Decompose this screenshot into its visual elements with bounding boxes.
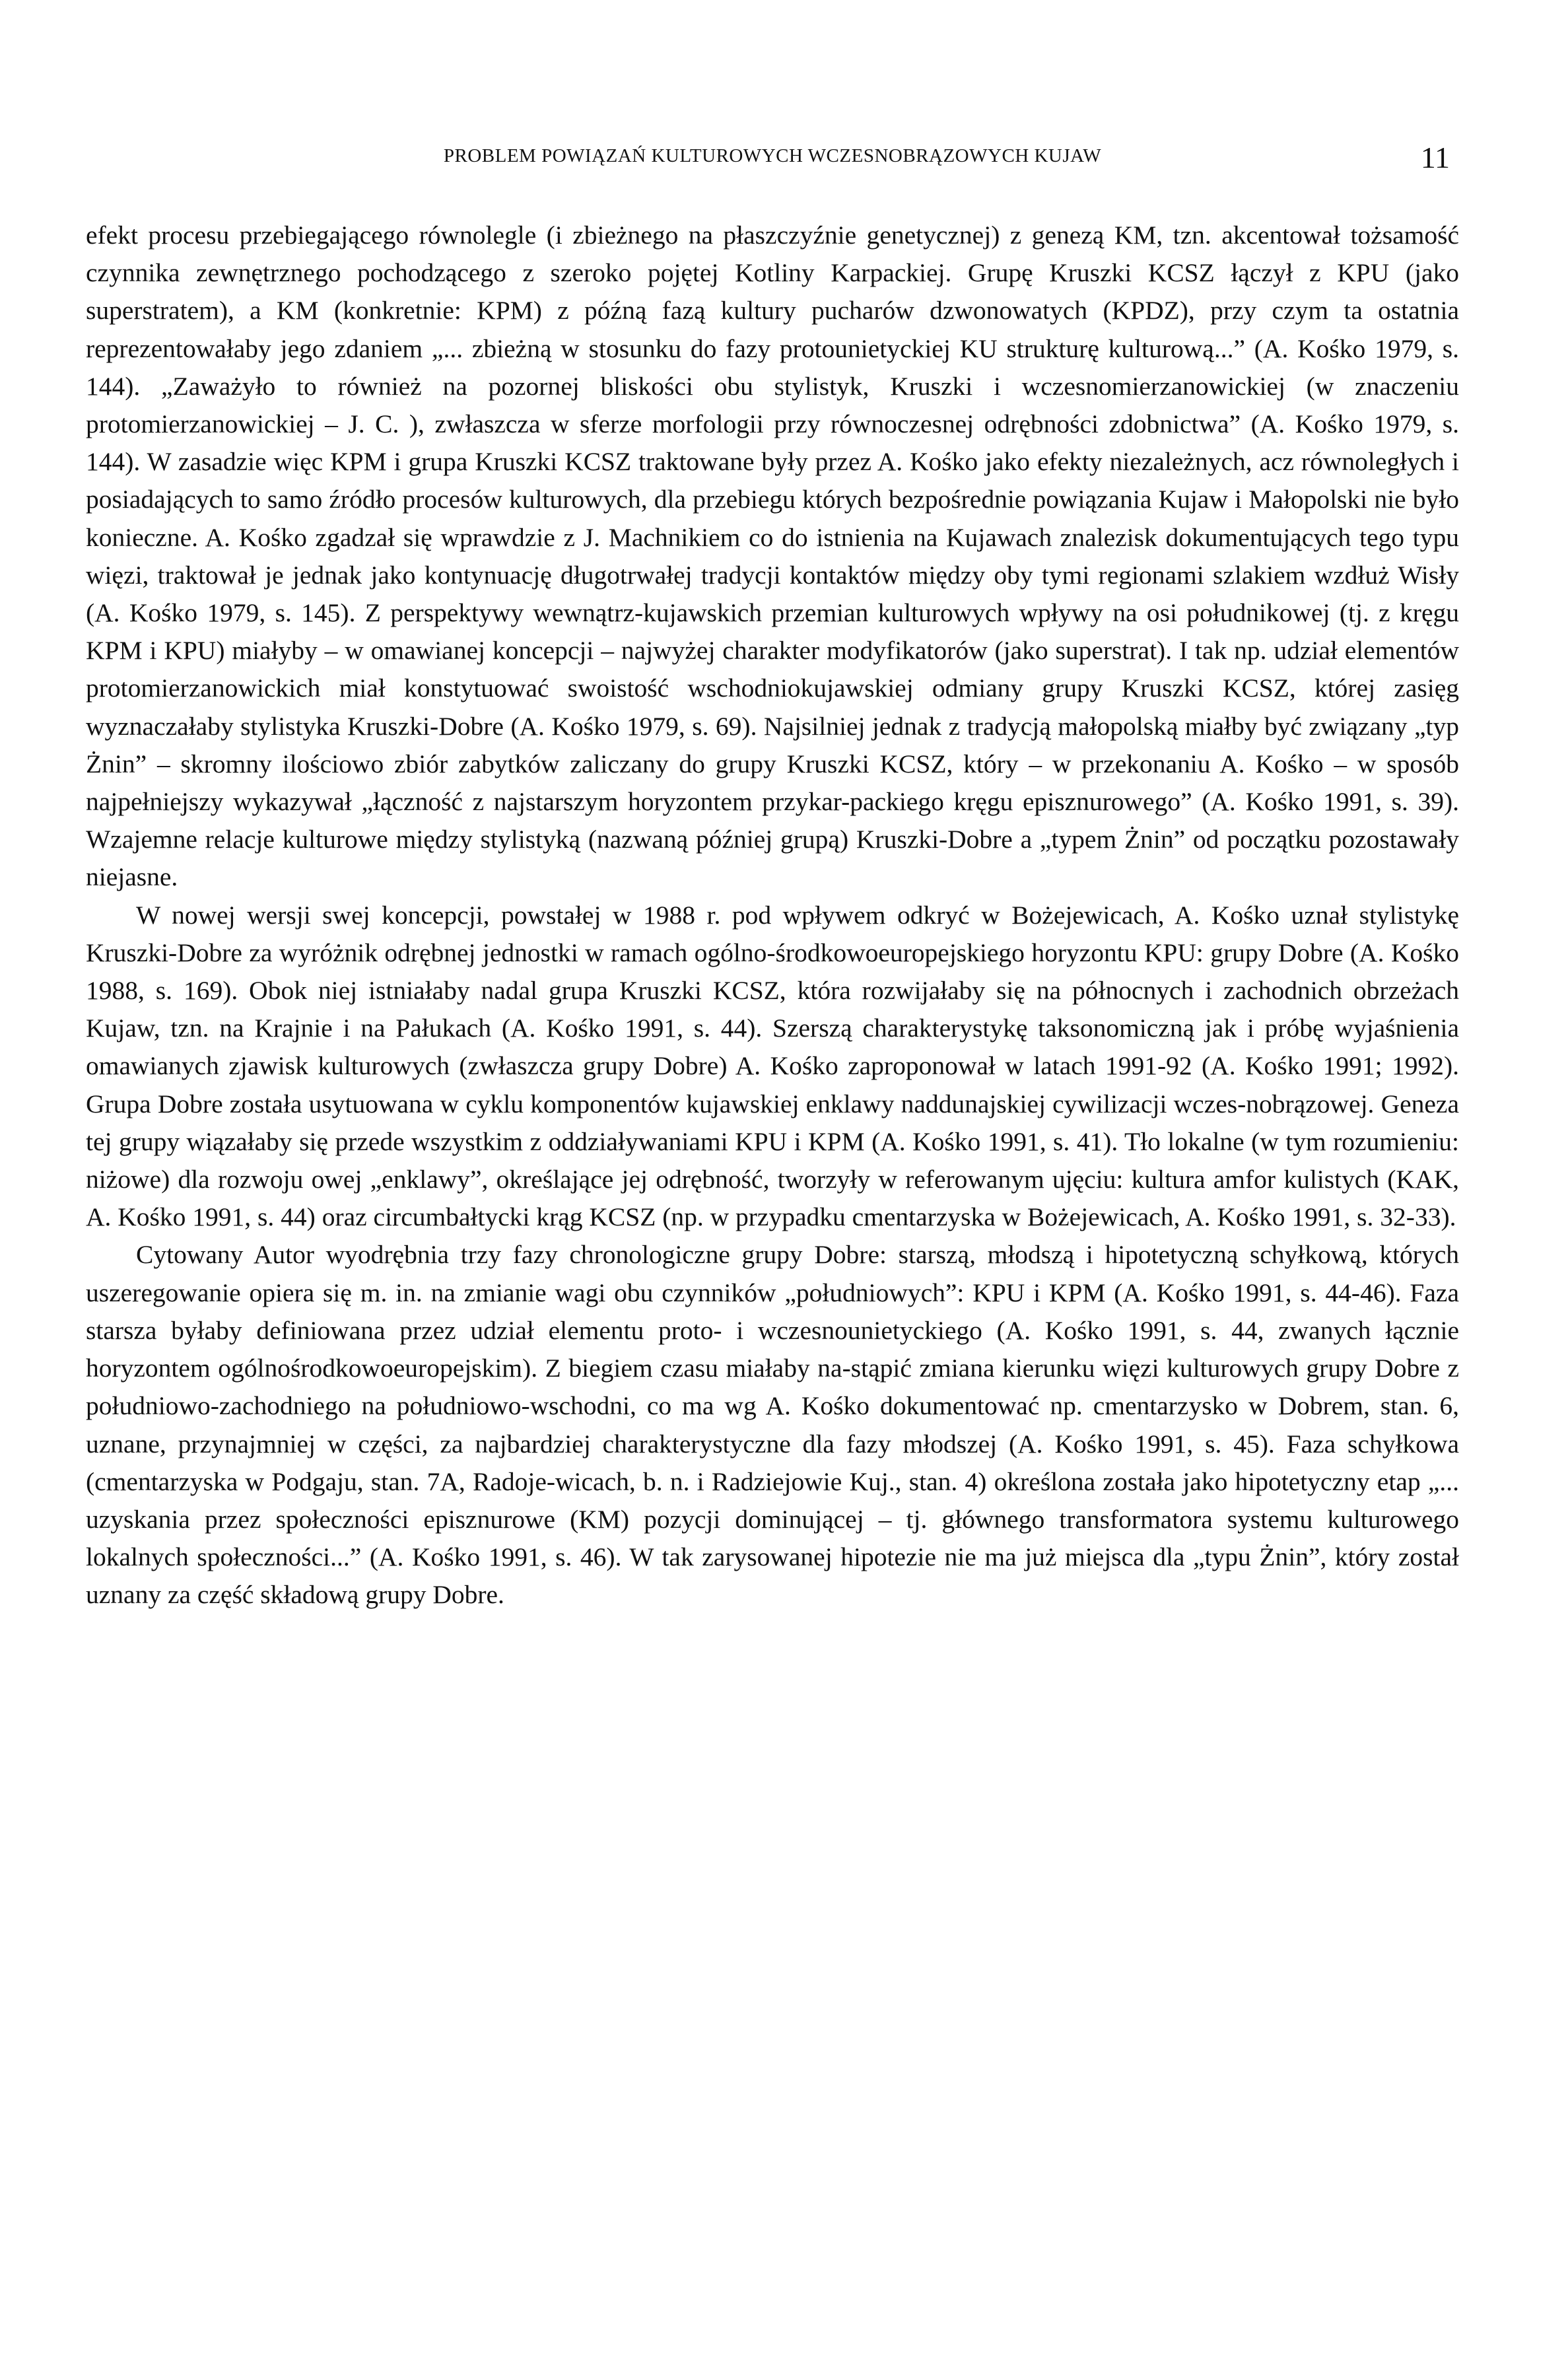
paragraph: efekt procesu przebiegającego równolegle (i zbieżnego na płaszczyźnie genetycznej) z genezą KM, tzn. akcentował tożsamość czynnika zewnętrznego pochodzącego z szeroko pojętej Kotliny Karpackiej. Grupę Kruszki KCSZ łączył z KPU (jako superstratem), a KM (konkretnie: KPM) z późną fazą kultury pucharów dzwonowatych (KPDZ), przy czym ta ostatnia reprezentowałaby jego zdaniem „... zbieżną w stosunku do fazy protounietyckiej KU strukturę kulturową...” (A. Kośko 1979, s. 144). „Zaważyło to również na pozornej bliskości obu stylistyk, Kruszki i wczesnomierzanowickiej (w znaczeniu protomierzanowickiej – J. C. ), zwłaszcza w sferze morfologii przy równoczesnej odrębności zdobnictwa” (A. Kośko 1979, s. 144). W zasadzie więc KPM i grupa Kruszki KCSZ traktowane były przez A. Kośko jako efekty niezależnych, acz równoległych i posiadających to samo źródło procesów kulturowych, dla przebiegu których bezpośrednie powiązania Kujaw i Małopolski nie było konieczne. A. Kośko zgadzał się wprawdzie z J. Machnikiem co do istnienia na Kujawach znalezisk dokumentujących tego typu więzi, traktował je jednak jako kontynuację długotrwałej tradycji kontaktów między oby tymi regionami szlakiem wzdłuż Wisły (A. Kośko 1979, s. 145). Z perspektywy wewnątrz-kujawskich przemian kulturowych wpływy na osi południkowej (tj. z kręgu KPM i KPU) miałyby – w omawianej koncepcji – najwyżej charakter modyfikatorów (jako superstrat). I tak np. udział elementów protomierzanowickich miał konstytuować swoistość wschodniokujawskiej odmiany grupy Kruszki KCSZ, której zasięg wyznaczałaby stylistyka Kruszki-Dobre (A. Kośko 1979, s. 69). Najsilniej jednak z tradycją małopolską miałby być związany „typ Żnin” – skromny ilościowo zbiór zabytków zaliczany do grupy Kruszki KCSZ, który – w przekonaniu A. Kośko – w sposób najpełniejszy wykazywał „łączność z najstarszym horyzontem przykar-packiego kręgu episznurowego” (A. Kośko 1991, s. 39). Wzajemne relacje kulturowe między stylistyką (nazwaną później grupą) Kruszki-Dobre a „typem Żnin” od początku pozostawały niejasne. — [86, 221, 1459, 892]
page-number: 11 — [1420, 141, 1450, 174]
body-text — [86, 217, 1459, 1614]
paragraph: Cytowany Autor wyodrębnia trzy fazy chronologiczne grupy Dobre: starszą, młodszą i hipotetyczną schyłkową, których uszeregowanie opiera się m. in. na zmianie wagi obu czynników „południowych”: KPU i KPM (A. Kośko 1991, s. 44-46). Faza starsza byłaby definiowana przez udział elementu proto- i wczesnounietyckiego (A. Kośko 1991, s. 44, zwanych łącznie horyzontem ogólnośrodkowoeuropejskim). Z biegiem czasu miałaby na-stąpić zmiana kierunku więzi kulturowych grupy Dobre z południowo-zachodniego na południowo-wschodni, co ma wg A. Kośko dokumentować np. cmentarzysko w Dobrem, stan. 6, uznane, przynajmniej w części, za najbardziej charakterystyczne dla fazy młodszej (A. Kośko 1991, s. 45). Faza schyłkowa (cmentarzyska w Podgaju, stan. 7A, Radoje-wicach, b. n. i Radziejowie Kuj., stan. 4) określona została jako hipotetyczny etap „... uzyskania przez społeczności episznurowe (KM) pozycji dominującej – tj. głównego transformatora systemu kulturowego lokalnych społeczności...” (A. Kośko 1991, s. 46). W tak zarysowanej hipotezie nie ma już miejsca dla „typu Żnin”, który został uznany za część składową grupy Dobre. — [86, 1240, 1459, 1610]
page-header — [86, 140, 1459, 180]
running-title: PROBLEM POWIĄZAŃ KULTUROWYCH WCZESNOBRĄZOWYCH KUJAW — [443, 145, 1102, 166]
paragraph: W nowej wersji swej koncepcji, powstałej w 1988 r. pod wpływem odkryć w Bożejewicach, A. Kośko uznał stylistykę Kruszki-Dobre za wyróżnik odrębnej jednostki w ramach ogólno-środkowoeuropejskiego horyzontu KPU: grupy Dobre (A. Kośko 1988, s. 169). Obok niej istniałaby nadal grupa Kruszki KCSZ, która rozwijałaby się na północnych i zachodnich obrzeżach Kujaw, tzn. na Krajnie i na Pałukach (A. Kośko 1991, s. 44). Szerszą charakterystykę taksonomiczną jak i próbę wyjaśnienia omawianych zjawisk kulturowych (zwłaszcza grupy Dobre) A. Kośko zaproponował w latach 1991-92 (A. Kośko 1991; 1992). Grupa Dobre została usytuowana w cyklu komponentów kujawskiej enklawy naddunajskiej cywilizacji wczes-nobrązowej. Geneza tej grupy wiązałaby się przede wszystkim z oddziaływaniami KPU i KPM (A. Kośko 1991, s. 41). Tło lokalne (w tym rozumieniu: niżowe) dla rozwoju owej „enklawy”, określające jej odrębność, tworzyły w referowanym ujęciu: kultura amfor kulistych (KAK, A. Kośko 1991, s. 44) oraz circumbałtycki krąg KCSZ (np. w przypadku cmentarzyska w Bożejewicach, A. Kośko 1991, s. 32-33). — [86, 900, 1459, 1232]
